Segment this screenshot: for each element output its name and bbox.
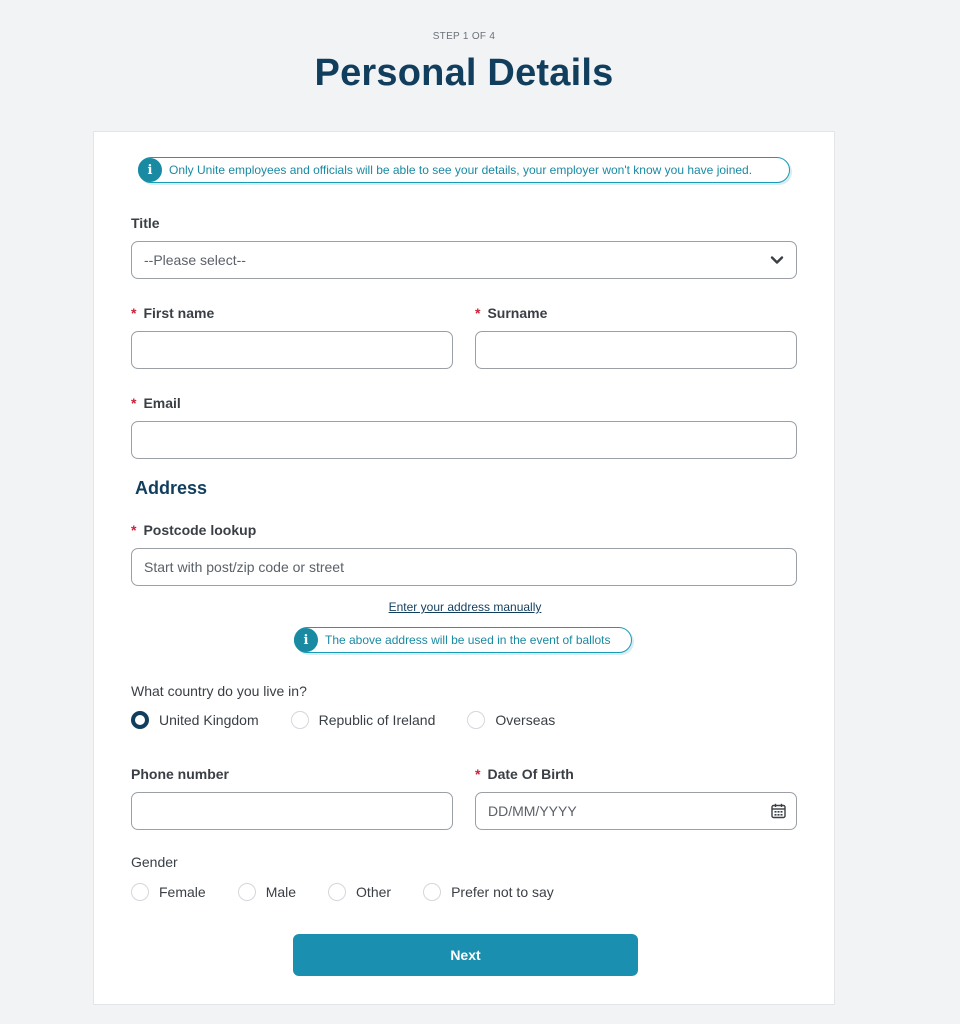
next-button[interactable]: Next xyxy=(293,934,638,976)
radio-empty-icon xyxy=(131,883,149,901)
required-marker: * xyxy=(131,305,137,321)
phone-field[interactable] xyxy=(131,792,453,830)
title-select[interactable] xyxy=(131,241,797,279)
title-select-value: --Please select-- xyxy=(144,252,246,268)
radio-republic-of-ireland[interactable]: Republic of Ireland xyxy=(291,711,436,729)
title-label: Title xyxy=(131,215,160,231)
postcode-lookup-input[interactable] xyxy=(131,548,797,586)
country-radio-group xyxy=(131,711,587,729)
gender-label: Gender xyxy=(131,854,178,870)
dob-label: * Date Of Birth xyxy=(475,766,574,782)
postcode-label: * Postcode lookup xyxy=(131,522,257,538)
ballots-notice-text: The above address will be used in the event of ballots xyxy=(325,633,611,647)
radio-united-kingdom[interactable]: United Kingdom xyxy=(131,711,259,729)
radio-empty-icon xyxy=(423,883,441,901)
dob-placeholder: DD/MM/YYYY xyxy=(488,803,577,819)
first-name-field[interactable] xyxy=(131,331,453,369)
calendar-icon[interactable] xyxy=(771,803,786,819)
required-marker: * xyxy=(475,766,481,782)
first-name-label: * First name xyxy=(131,305,215,321)
country-question: What country do you live in? xyxy=(131,683,307,699)
privacy-notice-text: Only Unite employees and officials will be able to see your details, your employer won't know you have joined. xyxy=(169,163,753,177)
personal-details-form xyxy=(93,131,835,1005)
required-marker: * xyxy=(131,395,137,411)
gender-radio-group xyxy=(131,883,586,901)
email-label: * Email xyxy=(131,395,181,411)
privacy-notice xyxy=(138,157,790,183)
radio-selected-icon xyxy=(131,711,149,729)
radio-empty-icon xyxy=(238,883,256,901)
chevron-down-icon xyxy=(770,253,784,267)
page-title: Personal Details xyxy=(314,52,614,94)
email-field[interactable] xyxy=(131,421,797,459)
ballots-notice xyxy=(294,627,632,653)
radio-other[interactable]: Other xyxy=(328,883,391,901)
radio-prefer-not-to-say[interactable]: Prefer not to say xyxy=(423,883,554,901)
required-marker: * xyxy=(131,522,137,538)
enter-address-manually-link[interactable]: Enter your address manually xyxy=(388,600,542,614)
surname-field[interactable] xyxy=(475,331,797,369)
radio-empty-icon xyxy=(328,883,346,901)
required-marker: * xyxy=(475,305,481,321)
phone-label: Phone number xyxy=(131,766,230,782)
radio-overseas[interactable]: Overseas xyxy=(467,711,555,729)
radio-empty-icon xyxy=(467,711,485,729)
address-heading: Address xyxy=(135,478,208,498)
step-indicator: STEP 1 OF 4 xyxy=(432,31,496,42)
radio-empty-icon xyxy=(291,711,309,729)
surname-label: * Surname xyxy=(475,305,548,321)
radio-female[interactable]: Female xyxy=(131,883,206,901)
radio-male[interactable]: Male xyxy=(238,883,296,901)
postcode-placeholder: Start with post/zip code or street xyxy=(144,559,344,575)
info-icon: i xyxy=(294,628,318,652)
info-icon: i xyxy=(138,158,162,182)
dob-field[interactable] xyxy=(475,792,797,830)
